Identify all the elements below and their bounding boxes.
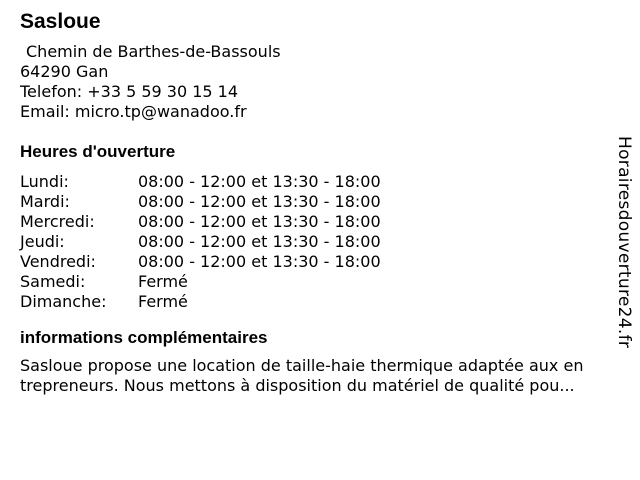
day-label: Mardi: <box>20 192 70 211</box>
hours-value: 08:00 - 12:00 et 13:30 - 18:00 <box>138 172 381 191</box>
day-label: Dimanche: <box>20 292 107 311</box>
hours-row-tuesday <box>20 192 620 212</box>
day-label: Vendredi: <box>20 252 96 271</box>
contact-details <box>20 42 620 122</box>
additional-info-text <box>20 356 640 396</box>
hours-value: 08:00 - 12:00 et 13:30 - 18:00 <box>138 232 381 251</box>
hours-value: 08:00 - 12:00 et 13:30 - 18:00 <box>138 252 381 271</box>
additional-info-title: informations complémentaires <box>20 328 268 347</box>
hours-value: Fermé <box>138 292 188 311</box>
hours-value: 08:00 - 12:00 et 13:30 - 18:00 <box>138 192 381 211</box>
hours-value: 08:00 - 12:00 et 13:30 - 18:00 <box>138 212 381 231</box>
day-label: Mercredi: <box>20 212 95 231</box>
city-postcode: 64290 Gan <box>20 62 109 81</box>
hours-row-wednesday <box>20 212 620 232</box>
hours-row-thursday <box>20 232 620 252</box>
hours-row-sunday <box>20 292 620 312</box>
phone-number: Telefon: +33 5 59 30 15 14 <box>20 82 239 101</box>
business-card <box>20 10 620 396</box>
day-label: Lundi: <box>20 172 69 191</box>
business-name: Sasloue <box>20 10 101 33</box>
email-address: Email: micro.tp@wanadoo.fr <box>20 102 247 121</box>
opening-hours-title: Heures d'ouverture <box>20 142 176 161</box>
street-address: Chemin de Barthes-de-Bassouls <box>26 42 281 61</box>
info-line-2: trepreneurs. Nous mettons à disposition du matériel de qualité pou... <box>20 376 575 395</box>
day-label: Jeudi: <box>20 232 65 251</box>
hours-value: Fermé <box>138 272 188 291</box>
site-watermark <box>614 136 634 349</box>
hours-row-saturday <box>20 272 620 292</box>
day-label: Samedi: <box>20 272 86 291</box>
watermark-text: Horairesdouverture24.fr <box>614 136 634 349</box>
hours-row-monday <box>20 172 620 192</box>
opening-hours-table <box>20 172 620 312</box>
hours-row-friday <box>20 252 620 272</box>
info-line-1: Sasloue propose une location de taille-haie thermique adaptée aux en <box>20 356 584 375</box>
